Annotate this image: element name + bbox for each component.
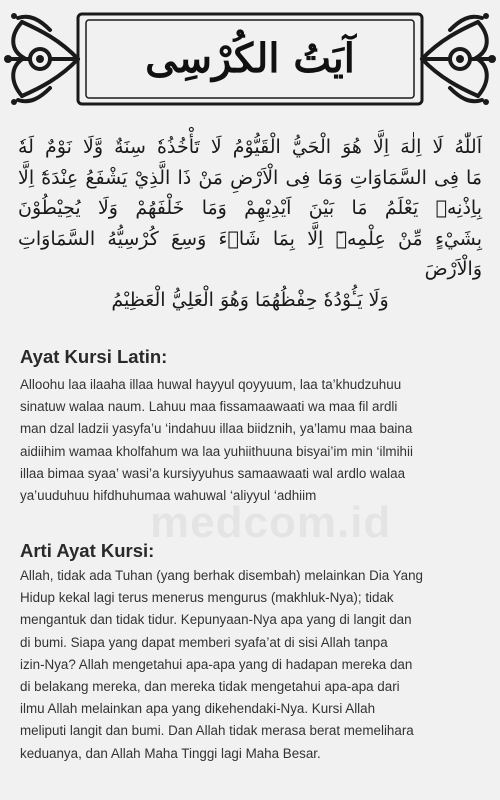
translation-heading: Arti Ayat Kursi: [20,540,155,561]
arabic-line: بِشَيْءٍ مِّنْ عِلْمِهٖٓ اِلَّا بِمَا شَاۤءَ وَسِعَ كُرْسِيُّهُ السَّمَاوَاتِ وَالْاَرْضَ [18,227,482,280]
translation-line: meliputi langit dan bumi. Dan Allah tidak merasa berat memelihara [20,723,414,739]
arabic-verse [18,132,482,315]
latin-line: illaa bimaa syaa’ wasi’a kursiyyuhus samaawaati wal ardlo walaa [20,465,406,481]
translation-line: mengantuk dan tidak tidur. Kepunyaan-Nya apa yang di langit dan [20,612,412,628]
translation-line: izin-Nya? Allah mengetahui apa-apa yang di hadapan mereka dan [20,656,413,672]
watermark: medcom.id [150,498,392,547]
latin-line: Alloohu laa ilaaha illaa huwal hayyul qoyyuum, laa ta’khudzuhuu [20,377,402,392]
latin-line: man dzal ladzii yasyfa’u ‘indahuu illaa biidznih, ya’lamu maa baina [20,421,413,437]
translation-line: keduanya, dan Allah Maha Tinggi lagi Maha Besar. [20,745,321,761]
arabic-line: وَلَا يَـُٔوْدُهٗ حِفْظُهُمَا وَهُوَ الْعَلِيُّ الْعَظِيْمُ [111,288,389,311]
translation-line: ilmu Allah melainkan apa yang dikehendaki-Nya. Kursi Allah [20,701,376,717]
translation-body [20,565,482,765]
banner-title: آيَتُ الكُرْسِى [145,34,355,82]
arabic-line: بِاِذْنِهٖ يَعْلَمُ مَا بَيْنَ اَيْدِيْهِمْ وَمَا خَلْفَهُمْ وَلَا يُحِيْطُوْنَ [18,197,482,219]
title-banner [0,0,500,118]
latin-body [20,374,482,507]
arabic-line: مَا فِى السَّمَاوَاتِ وَمَا فِى الْاَرْضِ مَنْ ذَا الَّذِيْ يَشْفَعُ عِنْدَهٗٓ اِلَّا [18,166,482,189]
translation-line: Allah, tidak ada Tuhan (yang berhak disembah) melainkan Dia Yang [20,568,423,583]
translation-line: Hidup kekal lagi terus menerus mengurus (makhluk-Nya); tidak [20,590,394,606]
latin-heading: Ayat Kursi Latin: [20,346,168,367]
latin-line: ya’uuduhuu hifdhuhumaa wahuwal ‘aliyyul ‘adhiim [20,488,317,504]
latin-line: sinatuw walaa naum. Lahuu maa fissamaawaati wa maa fil ardli [20,399,398,415]
arabic-line: اَللّٰهُ لَا اِلٰهَ اِلَّا هُوَ الْحَيُّ الْقَيُّوْمُ لَا تَأْخُذُهٗ سِنَةٌ وَّلَا نَوْمٌ لَهٗ [18,136,482,158]
latin-line: aidiihim wamaa kholfahum wa laa yuhiithuuna bisyai’im min ‘ilmihii [20,443,413,459]
translation-line: di bumi. Siapa yang dapat memberi syafa’at di sisi Allah tanpa [20,634,388,650]
translation-line: di belakang mereka, dan mereka tidak mengetahui apa-apa dari [20,679,400,695]
